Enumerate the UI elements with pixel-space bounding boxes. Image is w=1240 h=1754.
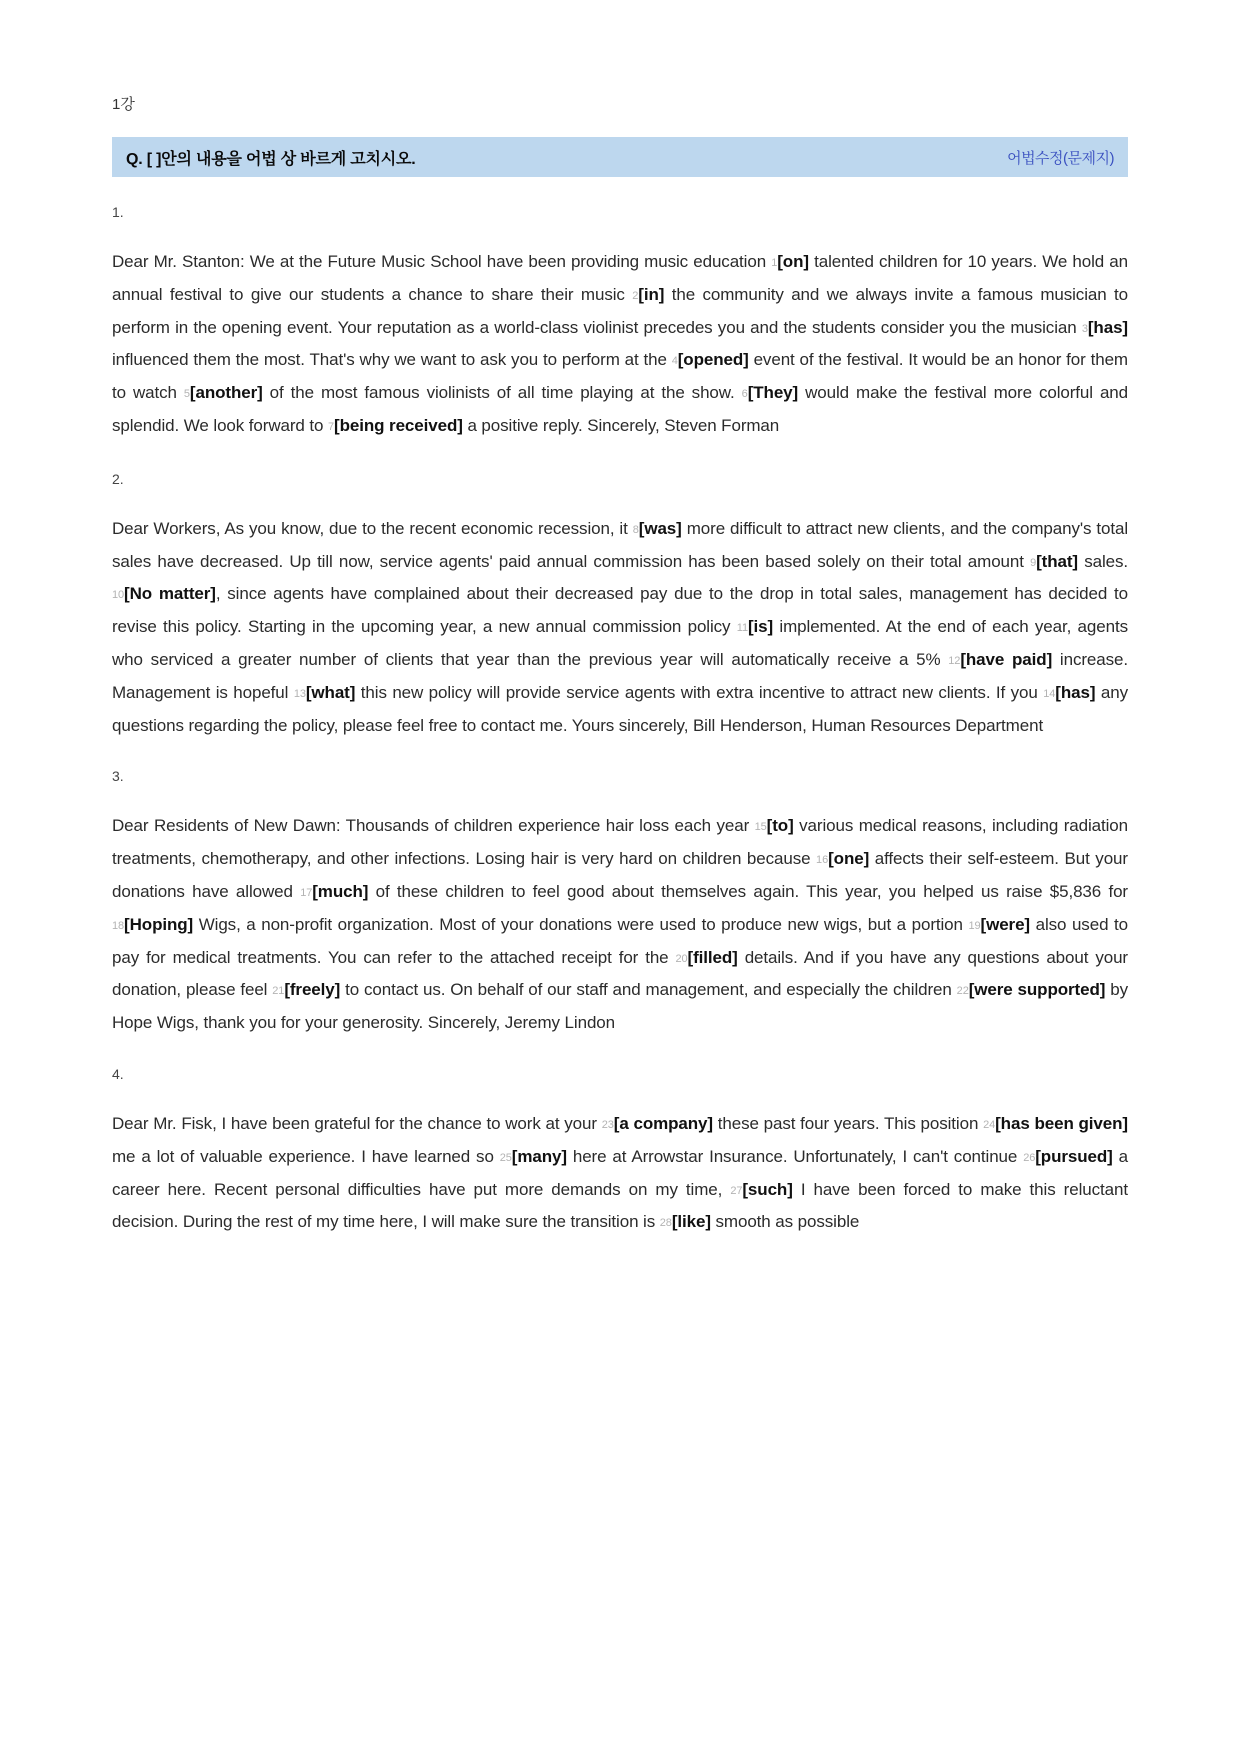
- item-number-marker: 25: [499, 1151, 512, 1164]
- bracketed-choice: [opened]: [677, 350, 749, 370]
- bracketed-choice: [many]: [511, 1146, 567, 1166]
- bracketed-choice: [They]: [747, 383, 799, 403]
- item-number-marker: 5: [183, 388, 190, 401]
- bracketed-choice: [to]: [766, 816, 794, 836]
- bracketed-choice: [freely]: [284, 980, 341, 1000]
- passage-text: Dear Mr. Stanton: We at the Future Music School have been providing music education 1[on] talented children for 10 years. We hold an annual festival to give our students a chance to share their music 2[in] the community and we always invite a famous musician to perform in the opening event. Your reputation as a world-class violinist precedes you and the students consider you the musician 3[has] influenced them the most. That's why we want to ask you to perform at the 4[opened] event of the festival. It would be an honor for them to watch 5[another] of the most famous violinists of all time playing at the show. 6[They] would make the festival more colorful and splendid. We look forward to 7[being received] a positive reply. Sincerely, Steven Forman: [112, 252, 1129, 435]
- bracketed-choice: [were]: [980, 914, 1030, 934]
- item-number-marker: 3: [1081, 322, 1088, 335]
- passage-number: 2.: [112, 470, 124, 487]
- item-number-marker: 18: [112, 919, 125, 932]
- bracketed-choice: [has]: [1087, 317, 1128, 337]
- item-number-marker: 28: [659, 1217, 672, 1230]
- bracketed-choice: [was]: [638, 518, 682, 538]
- bracketed-choice: [much]: [312, 881, 369, 901]
- bracketed-choice: [another]: [189, 383, 263, 403]
- bracketed-choice: [in]: [638, 284, 665, 304]
- passage-text: Dear Mr. Fisk, I have been grateful for the chance to work at your 23[a company] these past four years. This position 24[has been given] me a lot of valuable experience. I have learned so 25[many] here at Arrowstar Insurance. Unfortunately, I can't continue 26[pursued] a career here. Recent personal difficulties have put more demands on my time, 27[such] I have been forced to make this reluctant decision. During the rest of my time here, I will make sure the transition is 28[like] smooth as possible: [112, 1113, 1128, 1232]
- bracketed-choice: [like]: [671, 1212, 711, 1232]
- bracketed-choice: [one]: [828, 849, 870, 869]
- item-number-marker: 9: [1030, 556, 1037, 569]
- item-number-marker: 12: [948, 654, 961, 667]
- bracketed-choice: [Hoping]: [124, 914, 194, 934]
- bracketed-choice: [is]: [748, 617, 774, 637]
- item-number-marker: 8: [632, 523, 639, 536]
- passage-number: 4.: [112, 1065, 124, 1082]
- bracketed-choice: [a company]: [613, 1113, 713, 1133]
- lesson-label: 1강: [112, 96, 135, 113]
- passage-number: 3.: [112, 768, 124, 785]
- item-number-marker: 20: [675, 952, 688, 965]
- bracketed-choice: [on]: [777, 252, 809, 271]
- bracketed-choice: [have paid]: [960, 649, 1053, 669]
- category-label: 어법수정(문제지): [1007, 149, 1114, 167]
- bracketed-choice: [has been given]: [995, 1113, 1128, 1133]
- item-number-marker: 23: [601, 1118, 614, 1131]
- item-number-marker: 15: [754, 821, 767, 834]
- bracketed-choice: [what]: [305, 682, 356, 702]
- bracketed-choice: [filled]: [687, 947, 738, 967]
- bracketed-choice: [such]: [742, 1179, 793, 1199]
- item-number-marker: 6: [741, 388, 748, 401]
- item-number-marker: 14: [1043, 687, 1056, 700]
- item-number-marker: 19: [968, 919, 981, 932]
- item-number-marker: 4: [671, 355, 678, 368]
- item-number-marker: 2: [632, 289, 639, 302]
- question-banner: [112, 137, 1128, 177]
- item-number-marker: 22: [956, 985, 969, 998]
- item-number-marker: 27: [730, 1184, 743, 1197]
- item-number-marker: 21: [272, 985, 285, 998]
- item-number-marker: 10: [112, 589, 125, 602]
- bracketed-choice: [pursued]: [1035, 1146, 1113, 1166]
- bracketed-choice: [that]: [1036, 551, 1078, 571]
- item-number-marker: 17: [300, 886, 313, 899]
- passage-number: 1.: [112, 204, 124, 220]
- bracketed-choice: [No matter]: [124, 584, 216, 604]
- item-number-marker: 13: [293, 687, 306, 700]
- passage-text: Dear Workers, As you know, due to the recent economic recession, it 8[was] more difficult to attract new clients, and the company's total sales have decreased. Up till now, service agents' paid annual commission has been based solely on their total amount 9[that] sales. 10[No matter], since agents have complained about their decreased pay due to the drop in total sales, management has decided to revise this policy. Starting in the upcoming year, a new annual commission policy 11[is] implemented. At the end of each year, agents who serviced a greater number of clients that year than the previous year will automatically receive a 5% 12[have paid] increase. Management is hopeful 13[what] this new policy will provide service agents with extra incentive to attract new clients. If you 14[has] any questions regarding the policy, please feel free to contact me. Yours sincerely, Bill Henderson, Human Resources Department: [112, 518, 1129, 735]
- item-number-marker: 11: [736, 622, 748, 635]
- item-number-marker: 16: [816, 854, 829, 867]
- bracketed-choice: [being received]: [334, 415, 463, 435]
- bracketed-choice: [has]: [1055, 682, 1096, 702]
- passages: [112, 204, 1128, 1240]
- item-number-marker: 7: [328, 420, 335, 433]
- item-number-marker: 24: [983, 1118, 996, 1131]
- item-number-marker: 1: [771, 257, 778, 269]
- item-number-marker: 26: [1023, 1151, 1036, 1164]
- passage-text: Dear Residents of New Dawn: Thousands of children experience hair loss each year 15[to] various medical reasons, including radiation treatments, chemotherapy, and other infections. Losing hair is very hard on children because 16[one] affects their self-esteem. But your donations have allowed 17[much] of these children to feel good about themselves again. This year, you helped us raise $5,836 for 18[Hoping] Wigs, a non-profit organization. Most of your donations were used to produce new wigs, but a portion 19[were] also used to pay for medical treatments. You can refer to the attached receipt for the 20[filled] details. And if you have any questions about your donation, please feel 21[freely] to contact us. On behalf of our staff and management, and especially the children 22[were supported] by Hope Wigs, thank you for your generosity. Sincerely, Jeremy Lindon: [112, 816, 1129, 1033]
- bracketed-choice: [were supported]: [968, 980, 1106, 1000]
- question-instruction: Q. [ ]안의 내용을 어법 상 바르게 고치시오.: [126, 150, 416, 168]
